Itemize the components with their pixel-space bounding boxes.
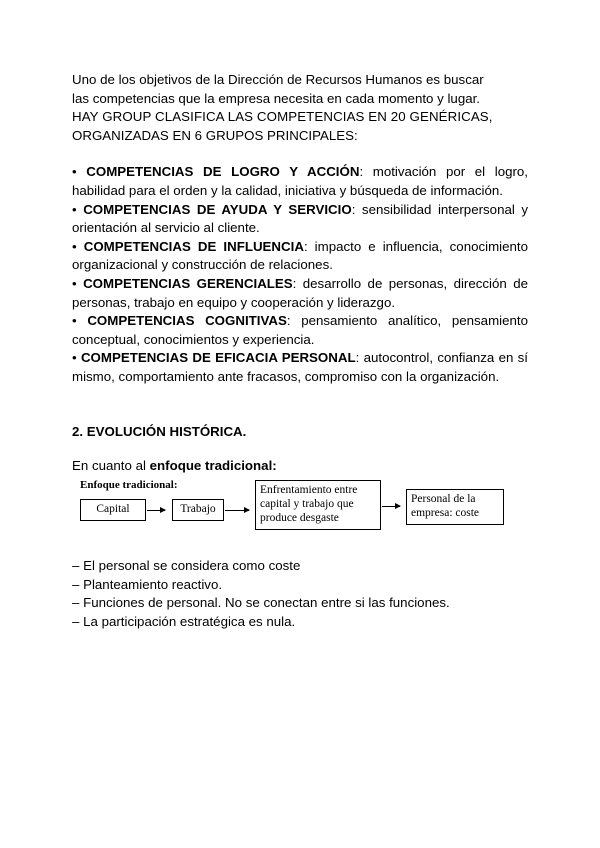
document-page	[72, 71, 528, 631]
arrow-icon	[225, 510, 249, 511]
points-list	[72, 557, 528, 631]
list-item: – Planteamiento reactivo.	[72, 576, 223, 592]
enfrentamiento-box: Enfrentamiento entre capital y trabajo que produce desgaste	[255, 480, 381, 530]
list-item: – El personal se considera como coste	[72, 558, 301, 574]
list-item: • COMPETENCIAS DE LOGRO Y ACCIÓN: motivación por el logro, habilidad para el orden y la calidad, iniciativa y búsqueda de información.	[72, 164, 529, 198]
intro-line-3: HAY GROUP CLASIFICA LAS COMPETENCIAS EN 20 GENÉRICAS,	[72, 109, 493, 125]
capital-box: Capital	[80, 499, 146, 521]
intro-line-4: ORGANIZADAS EN 6 GRUPOS PRINCIPALES:	[72, 127, 358, 143]
diagram-title: Enfoque tradicional:	[80, 479, 178, 492]
list-item: • COMPETENCIAS DE AYUDA Y SERVICIO: sensibilidad interpersonal y orientación al servicio al cliente.	[72, 201, 528, 236]
list-item: • COMPETENCIAS DE INFLUENCIA: impacto e influencia, conocimiento organizacional y construcción de relaciones.	[72, 238, 529, 273]
arrow-icon	[382, 506, 400, 507]
competencias-list	[72, 163, 528, 386]
list-item: • COMPETENCIAS DE EFICACIA PERSONAL: autocontrol, confianza en sí mismo, comportamiento ante fracasos, compromiso con la organización.	[72, 350, 528, 384]
list-item: • COMPETENCIAS COGNITIVAS: pensamiento analítico, pensamiento conceptual, conocimientos y experiencia.	[72, 313, 528, 347]
list-item: – La participación estratégica es nula.	[72, 613, 296, 629]
intro-line-2: las competencias que la empresa necesita en cada momento y lugar.	[72, 90, 481, 106]
intro-line-1: Uno de los objetivos de la Dirección de Recursos Humanos es buscar	[72, 72, 484, 87]
personal-coste-box: Personal de la empresa: coste	[406, 489, 504, 525]
section-heading: 2. EVOLUCIÓN HISTÓRICA.	[72, 423, 247, 439]
list-item: – Funciones de personal. No se conectan entre si las funciones.	[72, 595, 450, 611]
enfoque-diagram	[72, 479, 528, 557]
trabajo-box: Trabajo	[172, 499, 224, 521]
arrow-icon	[147, 510, 165, 511]
section-lead: En cuanto al enfoque tradicional:	[72, 457, 277, 473]
list-item: • COMPETENCIAS GERENCIALES: desarrollo de personas, dirección de personas, trabajo en equipo y cooperación y liderazgo.	[72, 275, 528, 310]
